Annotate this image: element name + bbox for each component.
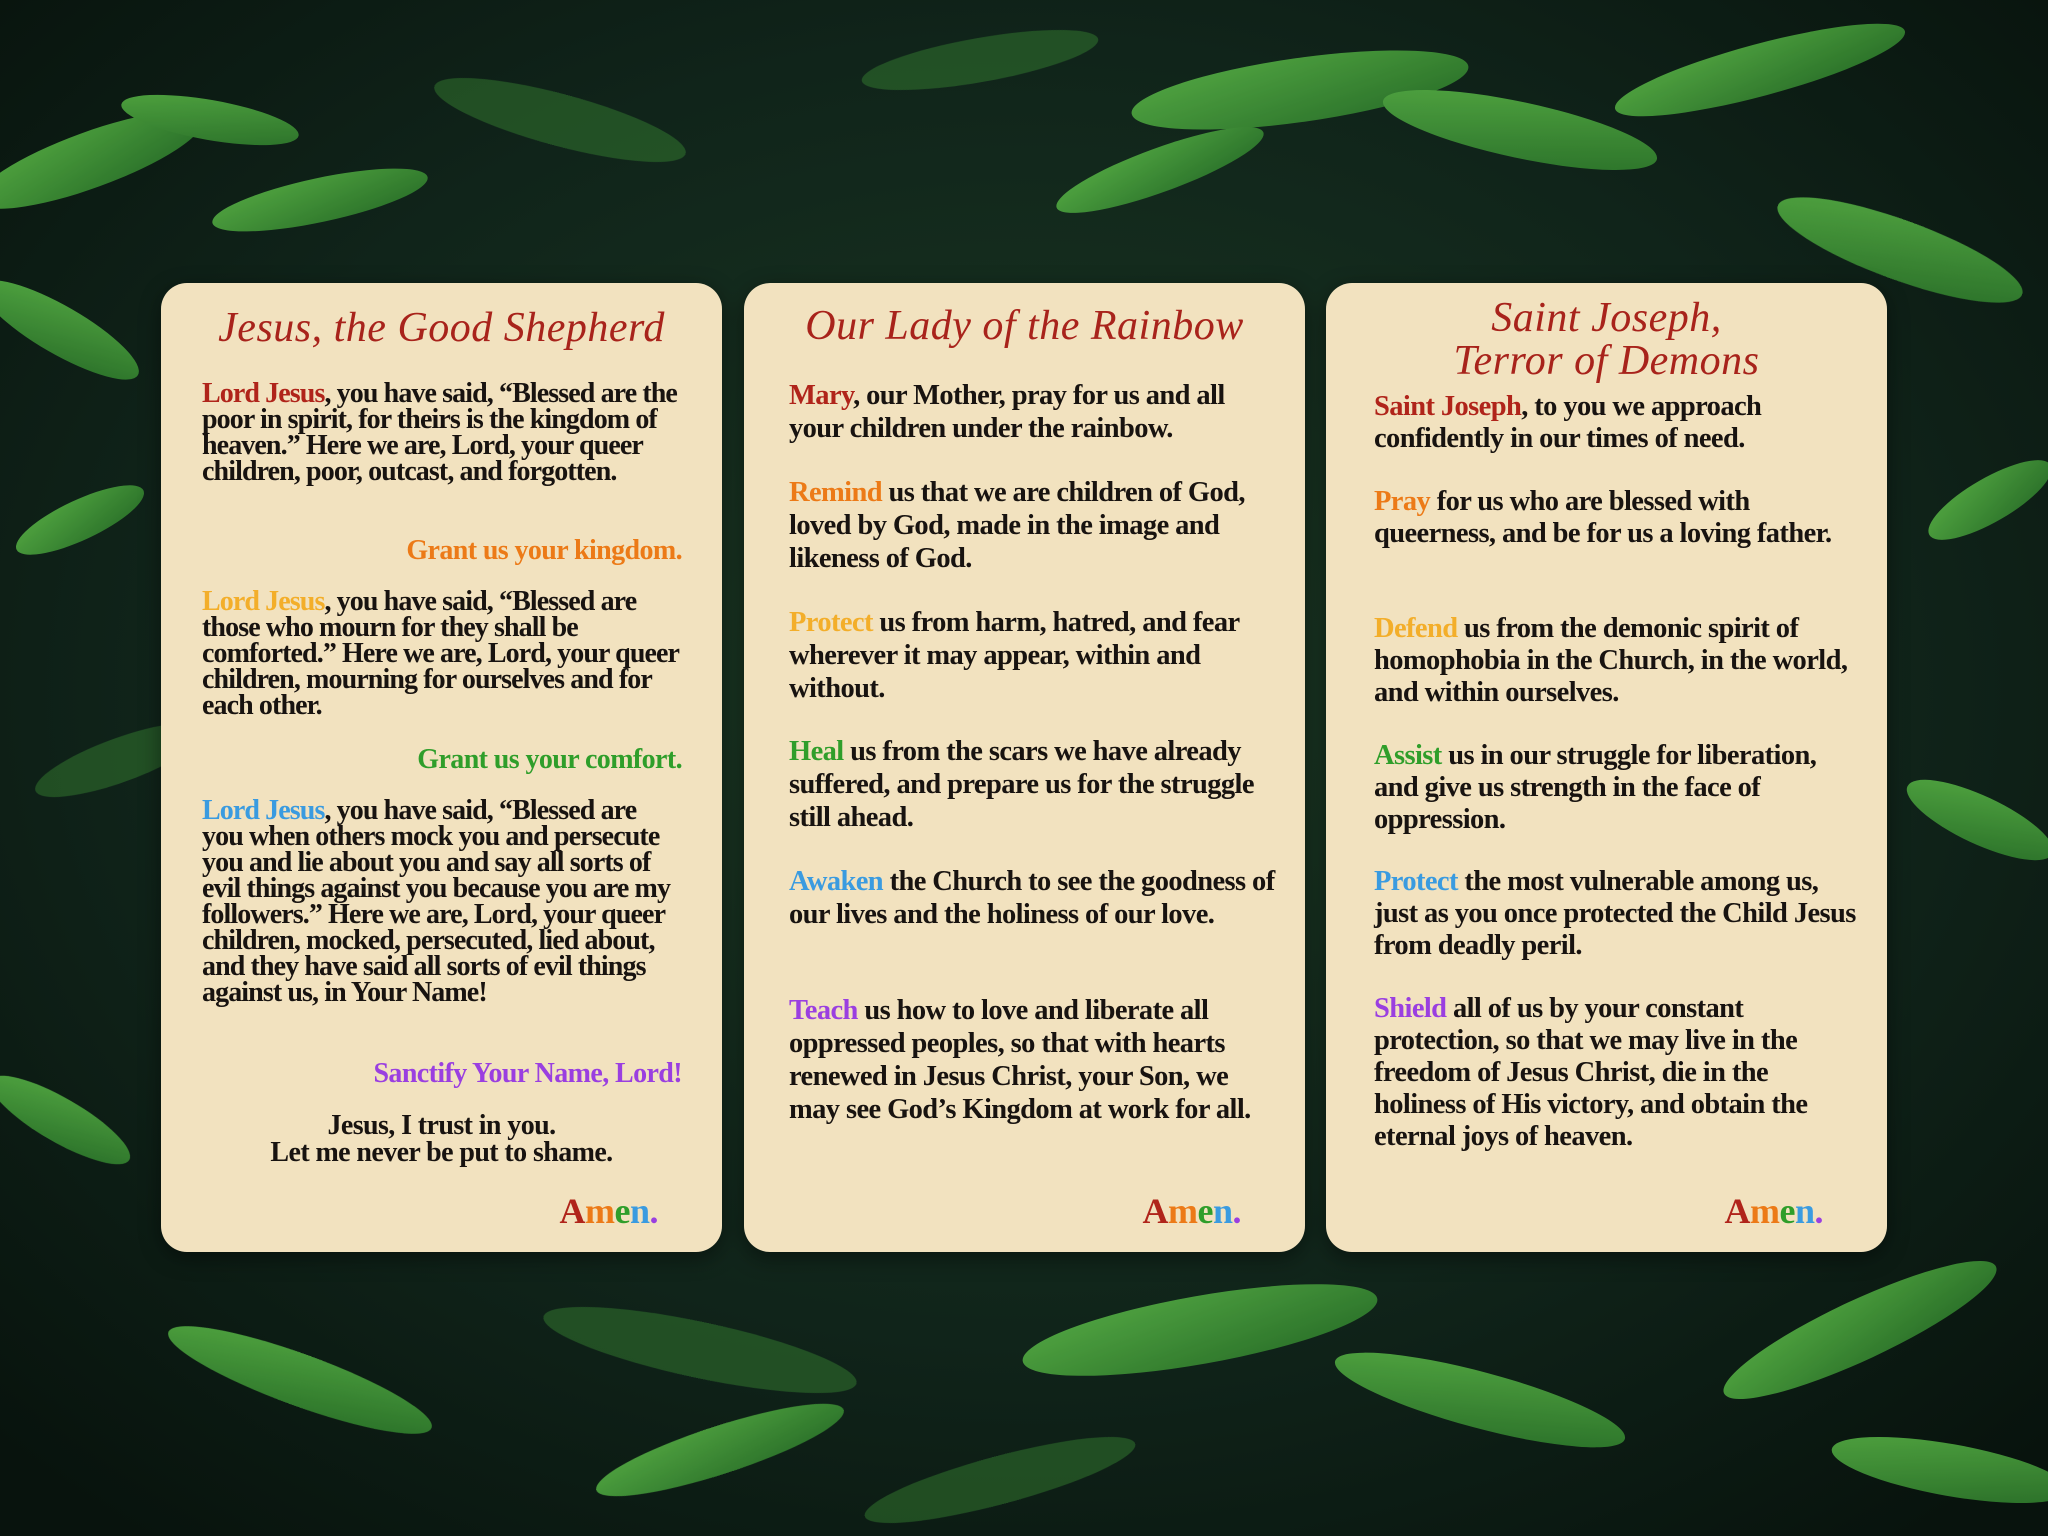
prayer-paragraph [202, 795, 682, 1008]
card-title-line: Terror of Demons [1453, 338, 1760, 384]
prayer-paragraph [1374, 866, 1864, 962]
card-title: Jesus, the Good Shepherd [218, 305, 665, 351]
amen-letter: A [559, 1191, 585, 1231]
amen-letter: m [1167, 1191, 1198, 1231]
amen-letter: . [1814, 1191, 1823, 1231]
amen-letter: e [614, 1191, 630, 1231]
prayer-lead: Lord Jesus [202, 378, 325, 409]
amen-letter: e [1779, 1191, 1795, 1231]
amen-rainbow [1142, 1191, 1241, 1231]
prayer-lead: Protect [1374, 866, 1458, 897]
closing-line: Let me never be put to shame. [270, 1137, 613, 1168]
prayer-paragraph [789, 994, 1284, 1126]
prayer-text: us how to love and liberate all oppressed peoples, so that with hearts renewed in Jesus Christ, your Son, we may see God’s Kingdom at work for all. [789, 995, 1251, 1125]
amen-rainbow [1724, 1191, 1823, 1231]
prayer-lead: Heal [789, 736, 844, 767]
prayer-paragraph [789, 606, 1284, 705]
amen-rainbow [559, 1191, 658, 1231]
prayer-text: , to you we approach confidently in our times of need. [1374, 391, 1762, 454]
prayer-lead: Pray [1374, 486, 1431, 517]
amen-letter: n [1212, 1191, 1233, 1231]
amen-letter: A [1724, 1191, 1750, 1231]
prayer-text: us that we are children of God, loved by God, made in the image and likeness of God. [789, 477, 1245, 574]
prayer-lead: Assist [1374, 740, 1442, 771]
prayer-paragraph [202, 378, 682, 487]
prayer-card-good-shepherd [161, 283, 722, 1252]
prayer-paragraph [1374, 993, 1864, 1153]
amen-letter: n [629, 1191, 650, 1231]
prayer-lead: Saint Joseph [1374, 391, 1522, 422]
prayer-paragraph [1374, 486, 1864, 550]
prayer-lead: Defend [1374, 613, 1458, 644]
amen-letter: e [1197, 1191, 1213, 1231]
prayer-paragraph [1374, 391, 1864, 455]
amen-letter: . [1232, 1191, 1241, 1231]
prayer-paragraph [202, 586, 682, 721]
prayer-text: , our Mother, pray for us and all your children under the rainbow. [789, 380, 1225, 444]
prayer-lead: Lord Jesus [202, 795, 325, 826]
prayer-response: Grant us your kingdom. [406, 535, 682, 566]
prayer-paragraph [789, 735, 1284, 834]
prayer-text: the most vulnerable among us, just as you once protected the Child Jesus from deadly peril. [1374, 866, 1856, 961]
amen-letter: . [649, 1191, 658, 1231]
prayer-lead: Lord Jesus [202, 586, 325, 617]
card-title-line: Saint Joseph, [1491, 295, 1722, 341]
prayer-text: , you have said, “Blessed are the poor in spirit, for theirs is the kingdom of heaven.” Here we are, Lord, your queer children, poor, outcast, and forgotten. [202, 378, 677, 487]
prayer-paragraph [789, 865, 1284, 931]
prayer-paragraph [1374, 613, 1864, 709]
amen-letter: n [1794, 1191, 1815, 1231]
closing-line: Jesus, I trust in you. [327, 1110, 556, 1141]
card-title: Our Lady of the Rainbow [805, 303, 1244, 349]
prayer-text: us from the demonic spirit of homophobia in the Church, in the world, and within ourselves. [1374, 613, 1848, 708]
prayer-text: , you have said, “Blessed are you when others mock you and persecute you and lie about you and say all sorts of evil things against you because you are my followers.” Here we are, Lord, your queer children, mocked, persecuted, lied about, and they have said all sorts of evil things against us, in Your Name! [202, 795, 671, 1008]
prayer-card-saint-joseph [1326, 283, 1887, 1252]
prayer-response: Sanctify Your Name, Lord! [373, 1058, 682, 1089]
prayer-text: the Church to see the goodness of our lives and the holiness of our love. [789, 866, 1275, 930]
prayer-text: us from harm, hatred, and fear wherever it may appear, within and without. [789, 607, 1240, 704]
amen-letter: m [584, 1191, 615, 1231]
amen-letter: m [1749, 1191, 1780, 1231]
prayer-lead: Awaken [789, 866, 884, 897]
prayer-lead: Remind [789, 477, 882, 508]
prayer-lead: Mary [789, 380, 854, 411]
amen-letter: A [1142, 1191, 1168, 1231]
prayer-text: for us who are blessed with queerness, and be for us a loving father. [1374, 486, 1832, 549]
prayer-text: all of us by your constant protection, so that we may live in the freedom of Jesus Christ, die in the holiness of His victory, and obtain the eternal joys of heaven. [1374, 993, 1808, 1152]
prayer-lead: Shield [1374, 993, 1447, 1024]
prayer-lead: Protect [789, 607, 873, 638]
prayer-paragraph [789, 476, 1284, 575]
prayer-paragraph [789, 379, 1284, 445]
prayer-lead: Teach [789, 995, 858, 1026]
prayer-card-our-lady-of-the-rainbow [744, 283, 1305, 1252]
prayer-text: us from the scars we have already suffered, and prepare us for the struggle still ahead. [789, 736, 1254, 833]
prayer-text: us in our struggle for liberation, and give us strength in the face of oppression. [1374, 740, 1817, 835]
prayer-paragraph [1374, 740, 1864, 836]
prayer-text: , you have said, “Blessed are those who mourn for they shall be comforted.” Here we are, Lord, your queer children, mourning for ourselves and for each other. [202, 586, 679, 721]
prayer-response: Grant us your comfort. [417, 744, 682, 775]
